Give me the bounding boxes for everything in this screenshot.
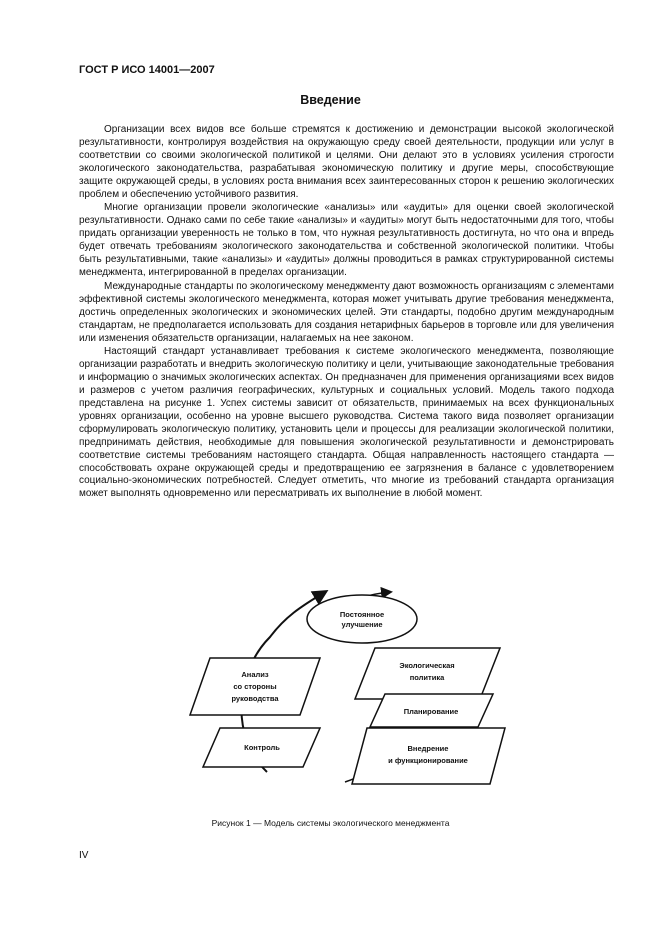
center-label-2: улучшение [341, 620, 383, 629]
impl-label-2: и функционирование [388, 756, 468, 765]
planning-label: Планирование [403, 707, 459, 716]
page-number: IV [79, 850, 89, 861]
section-title: Введение [300, 93, 361, 107]
impl-label-1: Внедрение [407, 744, 449, 753]
control-label: Контроль [244, 743, 280, 752]
figure-caption: Рисунок 1 — Модель системы экологического менеджмента [211, 818, 450, 828]
document-header: ГОСТ Р ИСО 14001—2007 [79, 64, 215, 76]
paragraph-3: Международные стандарты по экологическому менеджменту дают возможность организациям с элементами эффективной системы экологического менеджмента, которая может учитывать другие требования менеджмента, достичь определенных экологических и экономических целей. Эти стандарты, подобно другим международным стандартам, не предполагается использовать для создания нетарифных барьеров в торговле или для увеличения или изменения обязательств организации, налагаемых на нее законом. [79, 280, 614, 344]
review-label-2: со стороны [233, 682, 277, 691]
center-label-1: Постоянное [339, 610, 385, 619]
policy-label-1: Экологическая [399, 661, 455, 670]
review-label-1: Анализ [241, 670, 269, 679]
continual-improvement-ellipse [307, 595, 417, 643]
paragraph-4: Настоящий стандарт устанавливает требования к системе экологического менеджмента, позволяющие организации разработать и внедрить экологическую политику и цели, учитывающие законодательные требования и информацию о значимых экологических аспектах. Он предназначен для применения организациями всех видов и размеров с учетом различия географических, культурных и социальных условий. Модель такого подхода представлена на рисунке 1. Успех системы зависит от обязательств, принимаемых на всех функциональных уровнях организации, особенно на уровне высшего руководства. Система такого вида позволяет организации сформулировать экологическую политику, установить цели и процессы для реализации экологической политики, предпринимать действия, необходимые для повышения экологической результативности и демонстрировать соответствие системы требованиям настоящего стандарта. Общая направленность настоящего стандарта — способствовать охране окружающей среды и предотвращению ее загрязнения в балансе с удовлетворением социально-экономических потребностей. Следует отметить, что многие из требований стандарта организация может выполнять одновременно или пересматривать их выполнение в любой момент. [79, 346, 614, 500]
paragraph-2: Многие организации провели экологические «анализы» или «аудиты» для оценки своей экологической результативности. Однако сами по себе такие «анализы» и «аудиты» могут быть недостаточными для того, чтобы придать организации уверенность не только в том, что нужная результативность достигнута, но что она и впредь будет отвечать требованиям экологического законодательства и собственной экологической политики. Чтобы быть результативными, такие «анализы» и «аудиты» должны проводиться в рамках структурированной системы менеджмента, интегрированной в пределах организации. [79, 202, 614, 278]
body-text [79, 124, 614, 502]
paragraph-1: Организации всех видов все больше стремятся к достижению и демонстрации высокой экологической результативности, контролируя воздействия на окружающую среду своей деятельности, продукции или услуг в соответствии со своими экологической политикой и целями. Они делают это в условиях усиления строгости экологического законодательства, разрабатывая экономическую политику и другие меры, способствующие защите окружающей среды, в условиях роста внимания всех заинтересованных сторон к решению экологических проблем и обеспечению устойчивого развития. [79, 124, 614, 200]
review-label-3: руководства [231, 694, 279, 703]
policy-label-2: политика [409, 673, 445, 682]
ems-model-diagram [175, 562, 515, 802]
diagram-svg [175, 562, 515, 802]
